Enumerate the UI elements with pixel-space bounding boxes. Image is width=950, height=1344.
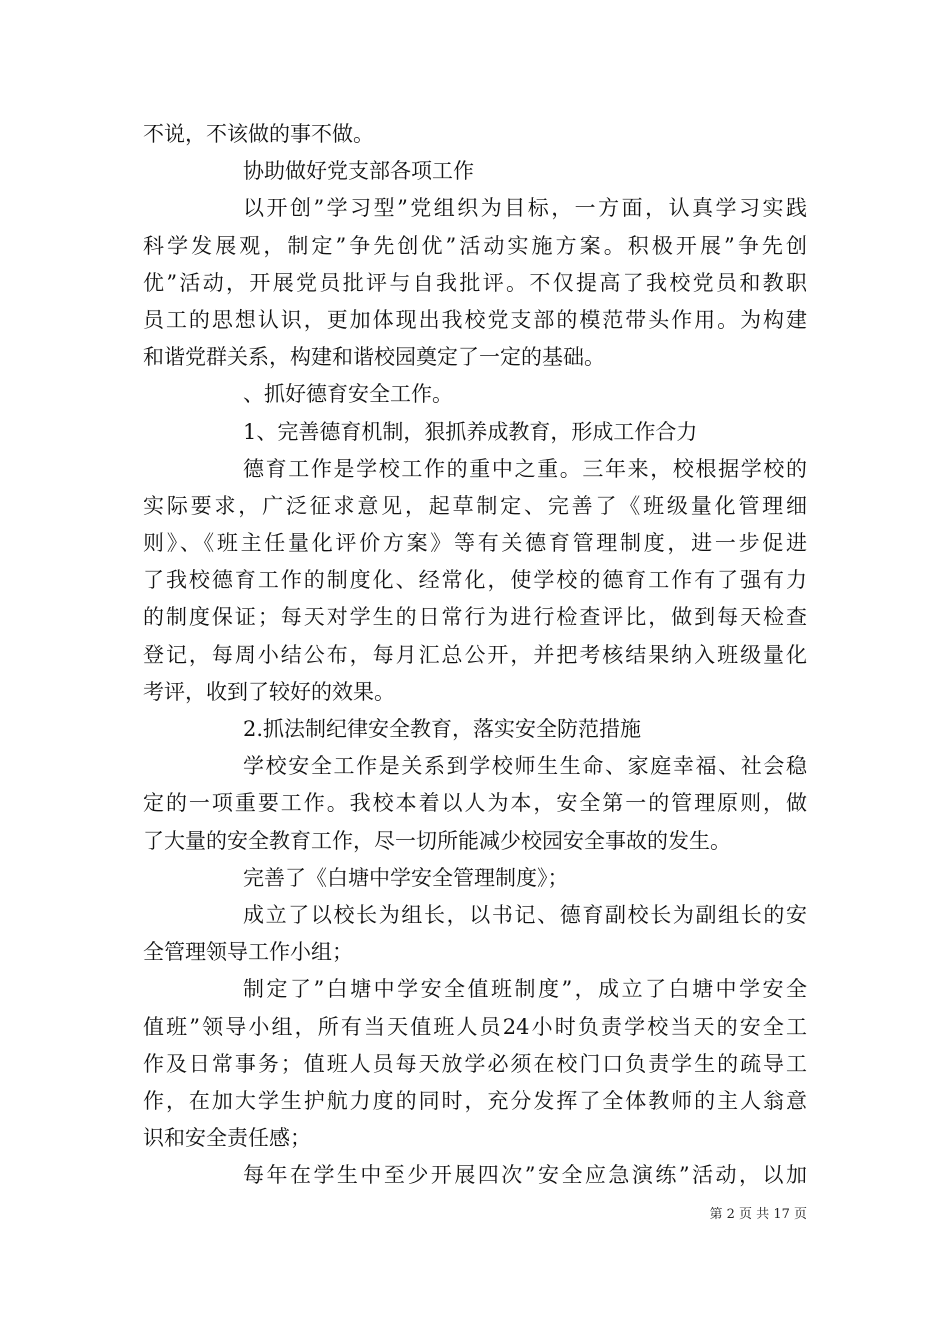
text-line: 成立了以校长为组长，以书记、德育副校长为副组长的安 bbox=[243, 902, 807, 927]
text-line: 全管理领导工作小组； bbox=[143, 940, 353, 965]
section-heading: 协助做好党支部各项工作 bbox=[243, 159, 474, 184]
text-line: 则》、《班主任量化评价方案》等有关德育管理制度，进一步促进 bbox=[143, 531, 807, 556]
text-line: 识和安全责任感； bbox=[143, 1126, 311, 1151]
text-line: 实际要求，广泛征求意见，起草制定、完善了《班级量化管理细 bbox=[143, 493, 807, 518]
page-number-footer: 第 2 页 共 17 页 bbox=[709, 1207, 807, 1222]
text-line: 完善了《白塘中学安全管理制度》； bbox=[243, 865, 569, 890]
text-line: 定的一项重要工作。我校本着以人为本，安全第一的管理原则，做 bbox=[143, 791, 807, 816]
text-line: 了我校德育工作的制度化、经常化，使学校的德育工作有了强有力 bbox=[143, 568, 807, 593]
text-line: 以开创”学习型”党组织为目标，一方面，认真学习实践 bbox=[243, 196, 807, 221]
text-line: 作，在加大学生护航力度的同时，充分发挥了全体教师的主人翁意 bbox=[143, 1088, 807, 1113]
section-heading: 、抓好德育安全工作。 bbox=[243, 382, 453, 407]
subsection-heading: 2.抓法制纪律安全教育，落实安全防范措施 bbox=[243, 717, 642, 741]
body-text bbox=[143, 116, 807, 1194]
subsection-heading: 1、完善德育机制，狠抓养成教育，形成工作合力 bbox=[243, 419, 698, 444]
text-line: 员工的思想认识，更加体现出我校党支部的模范带头作用。为构建 bbox=[143, 307, 807, 332]
text-line: 学校安全工作是关系到学校师生生命、家庭幸福、社会稳 bbox=[243, 754, 807, 779]
text-line: 制定了”白塘中学安全值班制度”，成立了白塘中学安全 bbox=[243, 977, 807, 1002]
text-line: 作及日常事务；值班人员每天放学必须在校门口负责学生的疏导工 bbox=[143, 1051, 807, 1076]
text-line: 登记，每周小结公布，每月汇总公开，并把考核结果纳入班级量化 bbox=[143, 642, 807, 667]
text-line: 考评，收到了较好的效果。 bbox=[143, 679, 395, 704]
text-line: 值班”领导小组，所有当天值班人员24小时负责学校当天的安全工 bbox=[143, 1014, 807, 1039]
text-line: 不说，不该做的事不做。 bbox=[143, 122, 374, 146]
text-line: 每年在学生中至少开展四次”安全应急演练”活动，以加 bbox=[243, 1163, 807, 1188]
text-line: 的制度保证；每天对学生的日常行为进行检查评比，做到每天检查 bbox=[143, 605, 807, 630]
text-line: 和谐党群关系，构建和谐校园奠定了一定的基础。 bbox=[143, 345, 605, 370]
text-line: 优”活动，开展党员批评与自我批评。不仅提高了我校党员和教职 bbox=[143, 270, 807, 295]
text-line: 德育工作是学校工作的重中之重。三年来，校根据学校的 bbox=[243, 456, 807, 481]
text-line: 了大量的安全教育工作，尽一切所能减少校园安全事故的发生。 bbox=[143, 828, 731, 853]
text-line: 科学发展观，制定”争先创优”活动实施方案。积极开展”争先创 bbox=[143, 233, 807, 258]
